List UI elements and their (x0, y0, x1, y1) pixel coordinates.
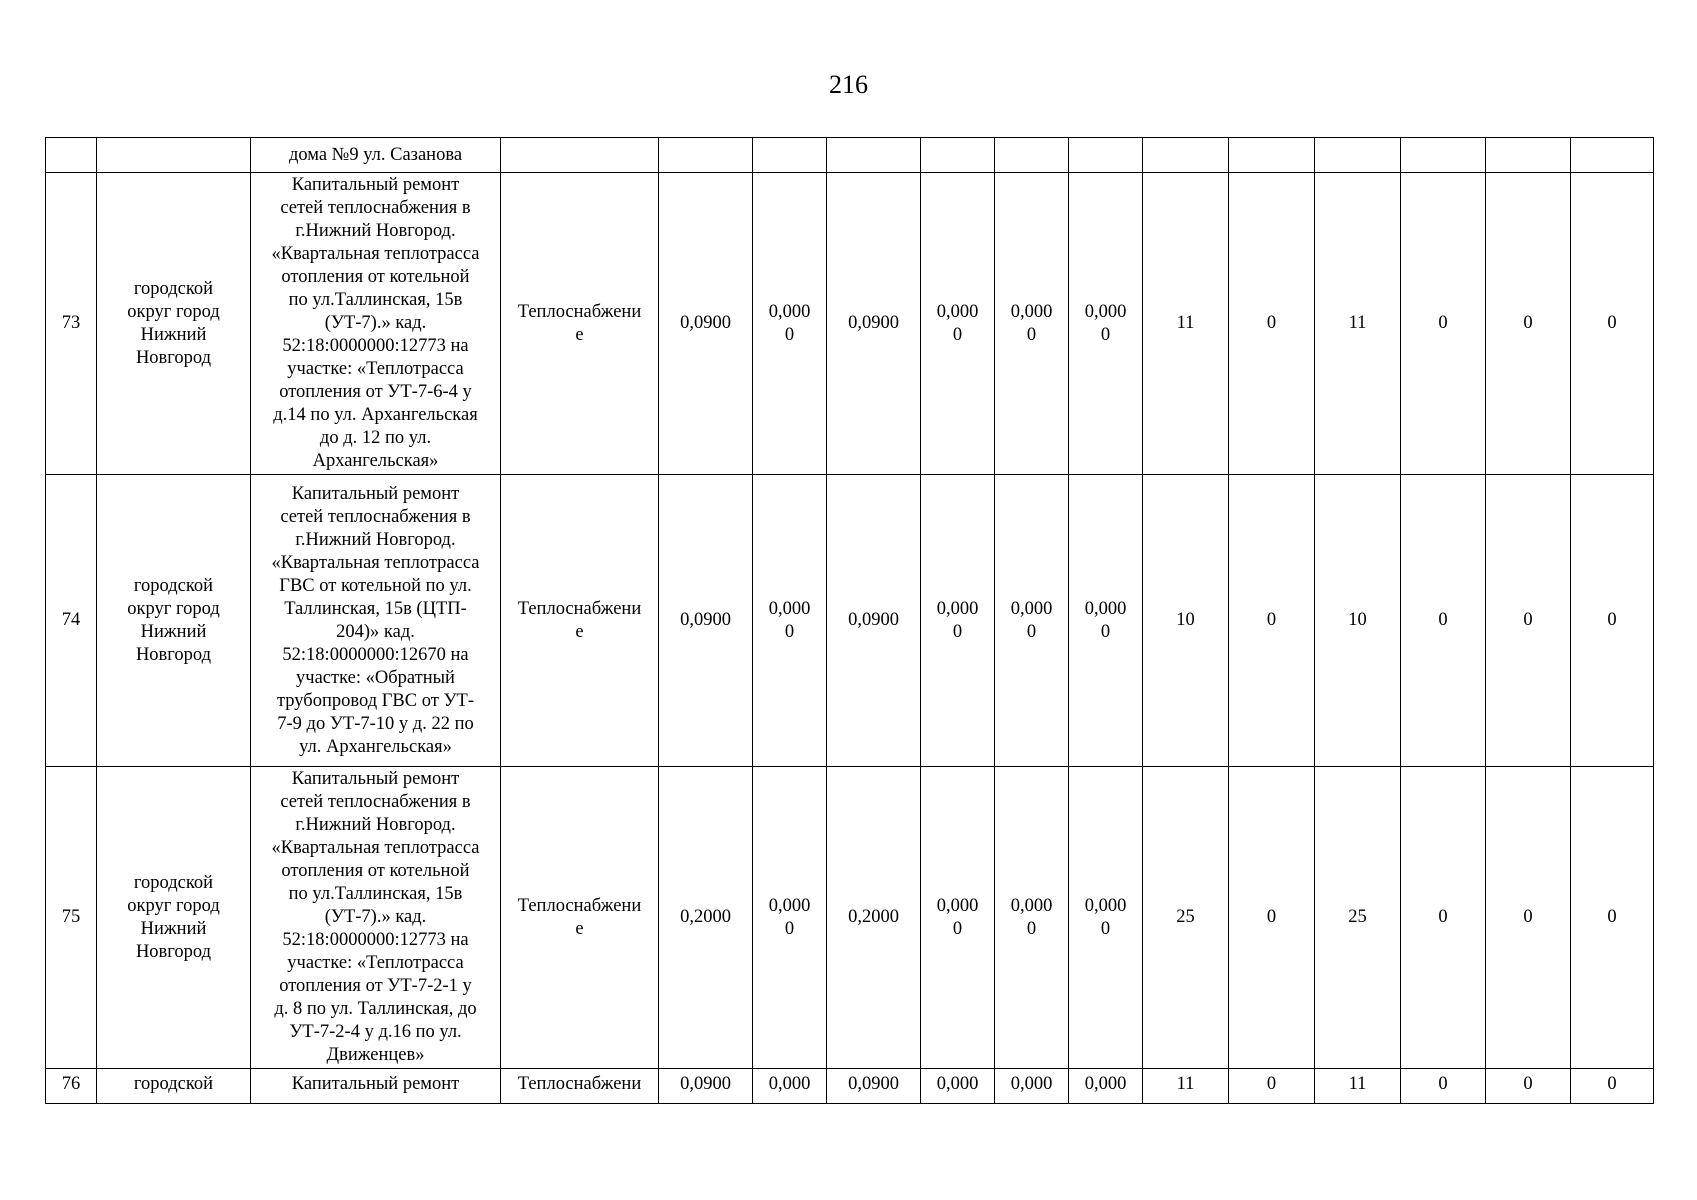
value-cell: 0 (1486, 173, 1571, 475)
value-cell: 10 (1143, 475, 1229, 767)
table-cell (1571, 138, 1654, 173)
project-description-cell: Капитальный ремонт сетей теплоснабжения в г.Нижний Новгород. «Квартальная теплотрасса отопления от котельной по ул.Таллинская, 15в (УТ-7).» кад. 52:18:0000000:12773 на участке: «Теплотрасса отопления от УТ-7-2-1 у д. 8 по ул. Таллинская, до УТ-7-2-4 у д.16 по ул. Движенцев» (251, 767, 501, 1069)
municipality-cell: городской (97, 1069, 251, 1104)
value-cell: 0 (1486, 767, 1571, 1069)
value-cell: 0,0900 (827, 173, 921, 475)
value-cell: 0,0900 (827, 475, 921, 767)
value-cell: 0,000 (995, 1069, 1069, 1104)
project-description-cell: Капитальный ремонт сетей теплоснабжения в г.Нижний Новгород. «Квартальная теплотрасса отопления от котельной по ул.Таллинская, 15в (УТ-7).» кад. 52:18:0000000:12773 на участке: «Теплотрасса отопления от УТ-7-6-4 у д.14 по ул. Архангельская до д. 12 по ул. Архангельская» (251, 173, 501, 475)
sector-cell: Теплоснабжени е (501, 475, 659, 767)
value-cell: 0,000 0 (1069, 475, 1143, 767)
table-cell (921, 138, 995, 173)
value-cell: 11 (1143, 173, 1229, 475)
value-cell: 0,000 0 (1069, 173, 1143, 475)
table-row-continuation (46, 138, 1654, 173)
value-cell: 0 (1401, 173, 1486, 475)
value-cell: 0 (1571, 1069, 1654, 1104)
table-row (46, 475, 1654, 767)
sector-cell: Теплоснабжени (501, 1069, 659, 1104)
row-number-cell: 76 (46, 1069, 97, 1104)
value-cell: 0,0900 (659, 475, 753, 767)
value-cell: 0,2000 (659, 767, 753, 1069)
value-cell: 11 (1143, 1069, 1229, 1104)
value-cell: 11 (1315, 1069, 1401, 1104)
value-cell: 0,000 0 (995, 475, 1069, 767)
municipality-cell: городской округ город Нижний Новгород (97, 475, 251, 767)
table-cell (827, 138, 921, 173)
value-cell: 0,000 0 (995, 173, 1069, 475)
page-number: 216 (829, 70, 868, 99)
table-cell (659, 138, 753, 173)
table-cell (1143, 138, 1229, 173)
data-table (45, 137, 1654, 1104)
row-number-cell: 75 (46, 767, 97, 1069)
value-cell: 0,000 0 (753, 767, 827, 1069)
sector-cell: Теплоснабжени е (501, 767, 659, 1069)
table-cell (1069, 138, 1143, 173)
table-cell (1486, 138, 1571, 173)
value-cell: 25 (1315, 767, 1401, 1069)
value-cell: 0,000 0 (753, 173, 827, 475)
value-cell: 0 (1486, 1069, 1571, 1104)
table-cell: дома №9 ул. Сазанова (251, 138, 501, 173)
value-cell: 0,000 0 (753, 475, 827, 767)
value-cell: 0,0900 (659, 1069, 753, 1104)
value-cell: 0,000 (921, 1069, 995, 1104)
sector-cell: Теплоснабжени е (501, 173, 659, 475)
table-cell (46, 138, 97, 173)
value-cell: 0,2000 (827, 767, 921, 1069)
municipality-cell: городской округ город Нижний Новгород (97, 767, 251, 1069)
value-cell: 25 (1143, 767, 1229, 1069)
table-cell (97, 138, 251, 173)
value-cell: 11 (1315, 173, 1401, 475)
value-cell: 0 (1486, 475, 1571, 767)
value-cell: 0 (1229, 1069, 1315, 1104)
row-number-cell: 73 (46, 173, 97, 475)
value-cell: 0,000 0 (921, 475, 995, 767)
value-cell: 0,0900 (659, 173, 753, 475)
value-cell: 0 (1229, 767, 1315, 1069)
value-cell: 0 (1571, 767, 1654, 1069)
table-cell (1229, 138, 1315, 173)
value-cell: 0,000 (1069, 1069, 1143, 1104)
value-cell: 0,000 (753, 1069, 827, 1104)
value-cell: 0 (1571, 173, 1654, 475)
value-cell: 10 (1315, 475, 1401, 767)
value-cell: 0 (1401, 1069, 1486, 1104)
table-row (46, 1069, 1654, 1104)
project-description-cell: Капитальный ремонт сетей теплоснабжения в г.Нижний Новгород. «Квартальная теплотрасса ГВС от котельной по ул. Таллинская, 15в (ЦТП- 204)» кад. 52:18:0000000:12670 на участке: «Обратный трубопровод ГВС от УТ- 7-9 до УТ-7-10 у д. 22 по ул. Архангельская» (251, 475, 501, 767)
municipality-cell: городской округ город Нижний Новгород (97, 173, 251, 475)
table-cell (501, 138, 659, 173)
value-cell: 0,000 0 (921, 173, 995, 475)
table-cell (1315, 138, 1401, 173)
value-cell: 0 (1229, 475, 1315, 767)
value-cell: 0,000 0 (995, 767, 1069, 1069)
table-cell (1401, 138, 1486, 173)
row-number-cell: 74 (46, 475, 97, 767)
value-cell: 0 (1571, 475, 1654, 767)
table-row (46, 767, 1654, 1069)
table-row (46, 173, 1654, 475)
value-cell: 0,0900 (827, 1069, 921, 1104)
value-cell: 0 (1401, 475, 1486, 767)
value-cell: 0 (1401, 767, 1486, 1069)
project-description-cell: Капитальный ремонт (251, 1069, 501, 1104)
value-cell: 0 (1229, 173, 1315, 475)
value-cell: 0,000 0 (1069, 767, 1143, 1069)
value-cell: 0,000 0 (921, 767, 995, 1069)
table-cell (753, 138, 827, 173)
table-cell (995, 138, 1069, 173)
